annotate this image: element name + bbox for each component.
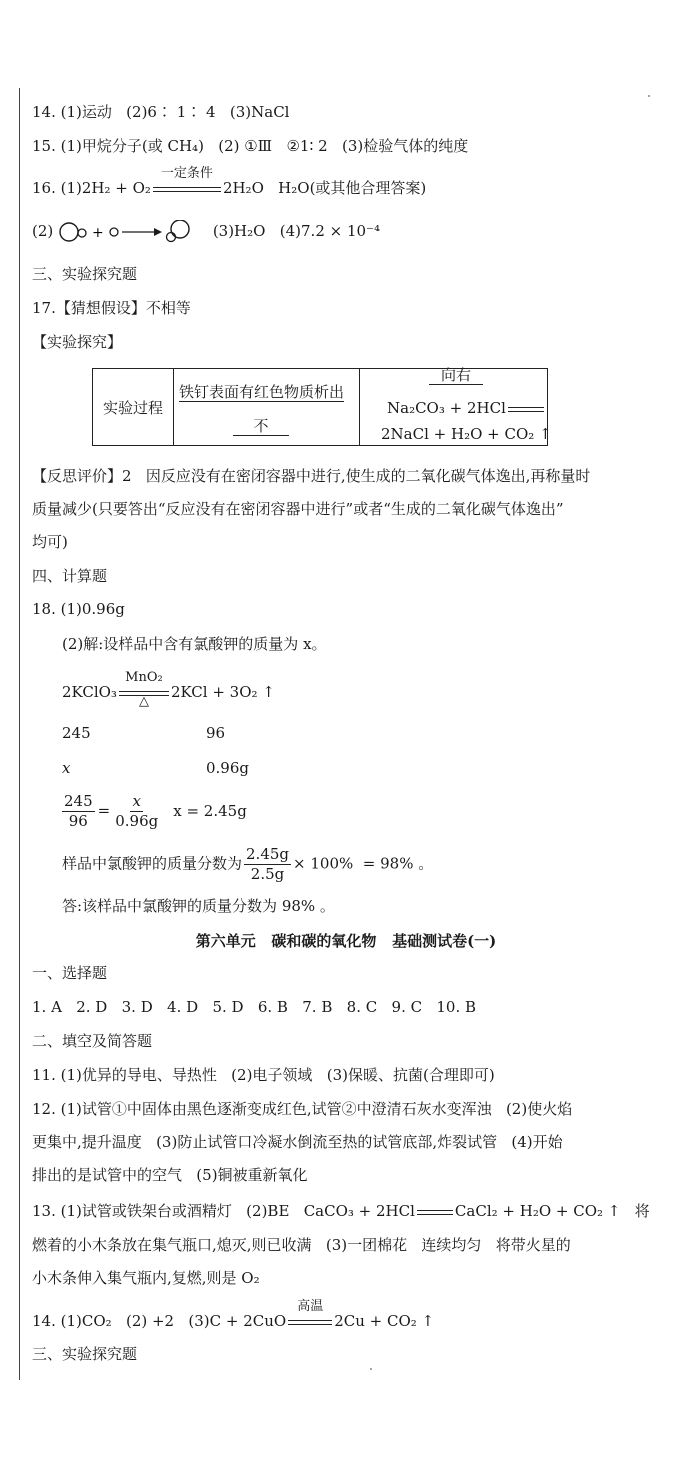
equation-products: 2H₂O H₂O(或其他合理答案) xyxy=(222,179,427,197)
equation-reactants: 16. (1)2H₂ + O₂ xyxy=(32,179,151,197)
section-heading: 三、实验探究题 xyxy=(32,1345,138,1363)
scan-speck xyxy=(648,95,650,97)
sub-label: (2) xyxy=(32,222,54,240)
fraction-left xyxy=(62,792,95,831)
answer-u12-line3: 排出的是试管中的空气 (5)铜被重新氧化 xyxy=(32,1166,308,1184)
reaction-condition: 高温 xyxy=(297,1299,324,1314)
result: x = 2.45g xyxy=(173,801,247,820)
table-cell-equation xyxy=(359,366,552,445)
equation-reactants: Na₂CO₃ + 2HCl xyxy=(387,399,506,417)
equation-arrow xyxy=(288,1299,332,1332)
scan-speck xyxy=(370,1368,372,1370)
section-heading: 一、选择题 xyxy=(32,964,108,982)
answer-u12-line2: 更集中,提升温度 (3)防止试管口冷凝水倒流至热的试管底部,炸裂试管 (4)开始 xyxy=(32,1133,563,1151)
mass-96: 96 xyxy=(206,724,226,742)
reflection-line-2: 质量减少(只要答出“反应没有在密闭容器中进行”或者“生成的二氧化碳气体逸出” xyxy=(32,500,564,518)
denominator: 0.96g xyxy=(115,812,159,830)
answer-15: 15. (1)甲烷分子(或 CH₄) (2) ①Ⅲ ②1∶ 2 (3)检验气体的纯度 xyxy=(32,137,469,155)
equation-products: CaCl₂ + H₂O + CO₂ ↑ 将 xyxy=(454,1202,650,1220)
final-answer: 答:该样品中氯酸钾的质量分数为 98% 。 xyxy=(62,897,335,915)
answer-16-2 xyxy=(32,220,380,244)
svg-text:+: + xyxy=(92,225,104,241)
fraction-right xyxy=(113,792,160,831)
reaction-condition: 一定条件 xyxy=(160,166,213,181)
numerator: 245 xyxy=(64,792,93,810)
answer-16-1 xyxy=(32,166,427,199)
balance-direction: 向右 xyxy=(429,366,483,385)
equation-products: 2KCl + 3O₂ ↑ xyxy=(170,683,275,701)
mass-fraction xyxy=(62,845,433,884)
numerator: 2.45g xyxy=(246,845,290,863)
mass-fraction-result: × 100% = 98% 。 xyxy=(293,854,434,873)
answer-u13-line2: 燃着的小木条放在集气瓶口,熄灭,则已收满 (3)一团棉花 连续均匀 将带火星的 xyxy=(32,1236,571,1254)
experiment-table xyxy=(92,366,552,446)
equation-arrow xyxy=(119,670,169,709)
equals: = xyxy=(97,801,111,820)
equation-arrow xyxy=(153,166,221,199)
answer-14: 14. (1)运动 (2)6∶ 1∶ 4 (3)NaCl xyxy=(32,103,290,121)
answer-u12-line1: 12. (1)试管①中固体由黑色逐渐变成红色,试管②中澄清石灰水变浑浊 (2)使火焰 xyxy=(32,1100,573,1118)
table-cell-observation xyxy=(173,369,360,445)
margin-rule xyxy=(19,88,20,1380)
molecule-diagram xyxy=(58,220,208,244)
explore-label: 【实验探究】 xyxy=(32,333,123,351)
answer-17: 17.【猜想假设】不相等 xyxy=(32,299,191,317)
equation-line xyxy=(387,399,546,417)
answer-u13-line1 xyxy=(32,1201,650,1221)
section-heading: 四、计算题 xyxy=(32,567,108,585)
answer-16-3-4: (3)H₂O (4)7.2 × 10⁻⁴ xyxy=(212,222,380,240)
mass-096: 0.96g xyxy=(206,759,250,777)
answer-18-1: 18. (1)0.96g xyxy=(32,600,125,618)
unit-title: 第六单元 碳和碳的氧化物 基础测试卷(一) xyxy=(195,932,497,950)
section-heading: 三、实验探究题 xyxy=(32,265,138,283)
mass-245: 245 xyxy=(62,724,91,742)
proportion xyxy=(62,792,247,831)
equation-reactants: 14. (1)CO₂ (2) +2 (3)C + 2CuO xyxy=(32,1312,287,1330)
observation-text: 铁钉表面有红色物质析出 xyxy=(179,383,345,401)
equation-reactants: 2KClO₃ xyxy=(62,683,117,701)
mass-x: x xyxy=(62,759,71,777)
answer-u13-line3: 小木条伸入集气瓶内,复燃,则是 O₂ xyxy=(32,1269,260,1287)
reaction-equation xyxy=(62,670,275,709)
answer-u11: 11. (1)优异的导电、导热性 (2)电子领域 (3)保暖、抗菌(合理即可) xyxy=(32,1066,495,1084)
answer-18-2: (2)解:设样品中含有氯酸钾的质量为 x。 xyxy=(62,635,327,653)
denominator: 2.5g xyxy=(250,865,285,883)
answer-u14 xyxy=(32,1299,435,1332)
equation-reactants: 13. (1)试管或铁架台或酒精灯 (2)BE CaCO₃ + 2HCl xyxy=(32,1202,415,1220)
table-cell-process: 实验过程 xyxy=(93,369,174,445)
equation-products: 2Cu + CO₂ ↑ xyxy=(334,1312,435,1330)
reflection-line-1: 【反思评价】2 因反应没有在密闭容器中进行,使生成的二氧化碳气体逸出,再称量时 xyxy=(32,467,591,485)
denominator: 96 xyxy=(68,812,88,830)
mass-fraction-label: 样品中氯酸钾的质量分数为 xyxy=(62,854,243,873)
observation-blank: 不 xyxy=(233,417,289,436)
equation-sign xyxy=(508,407,544,412)
catalyst: MnO₂ xyxy=(125,670,163,685)
reflection-line-3: 均可) xyxy=(32,533,68,551)
numerator: x xyxy=(132,792,141,810)
heat-symbol: △ xyxy=(138,694,149,709)
section-heading: 二、填空及简答题 xyxy=(32,1032,153,1050)
fraction xyxy=(244,845,291,884)
equation-sign xyxy=(417,1210,453,1215)
equation-products: 2NaCl + H₂O + CO₂ ↑ xyxy=(381,425,552,443)
choice-answers: 1. A 2. D 3. D 4. D 5. D 6. B 7. B 8. C 9. C 10. B xyxy=(32,998,477,1016)
